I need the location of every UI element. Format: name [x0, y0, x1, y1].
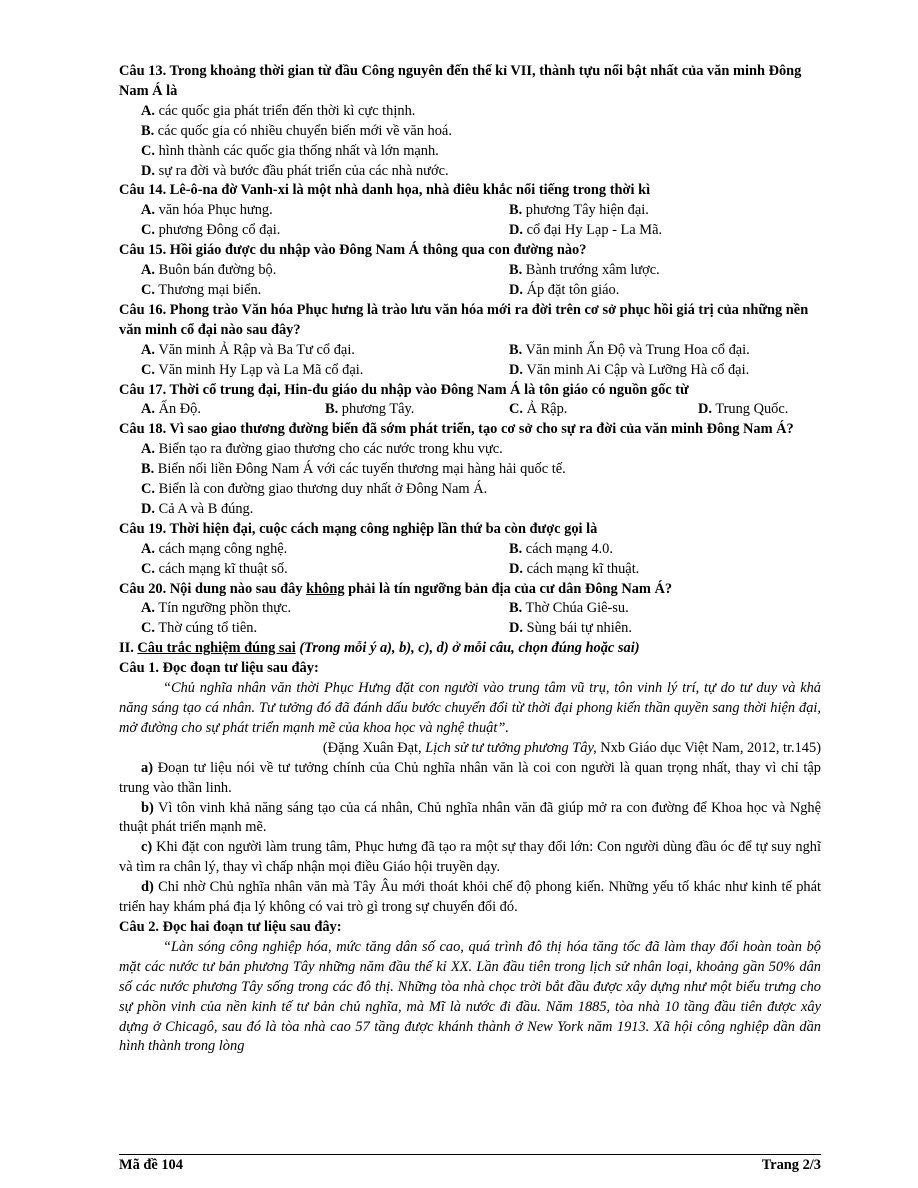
option-label: C. [141, 222, 155, 239]
question-14-title: Câu 14. Lê-ô-na đờ Vanh-xi là một nhà danh họa, nhà điêu khắc nổi tiếng trong thời kì [119, 182, 651, 199]
question-18-title: Câu 18. Vì sao giao thương đường biển đã sớm phát triển, tạo cơ sở cho sự ra đời của văn minh Đông Nam Á? [119, 421, 794, 438]
q15-option-c [119, 281, 486, 301]
q16-options-row-1 [119, 341, 821, 361]
option-text: sự ra đời và bước đầu phát triển của các nhà nước. [155, 162, 449, 179]
option-text: Áp đặt tôn giáo. [523, 281, 620, 298]
page-number: Trang 2/3 [761, 1157, 821, 1173]
option-label: D. [698, 401, 712, 418]
option-label: C. [141, 620, 155, 637]
q17-option-c [509, 400, 698, 420]
q20-title-pre: Câu 20. Nội dung nào sau đây [119, 580, 307, 597]
question-16-title: Câu 16. Phong trào Văn hóa Phục hưng là trào lưu văn hóa mới ra đời trên cơ sở phục hồi giá trị của những nền văn minh cổ đại nào sau đây? [119, 301, 809, 338]
s2q1-statement-d [119, 878, 821, 918]
option-text: Thương mại biển. [155, 281, 262, 298]
option-label: A. [141, 401, 155, 418]
q19-options-row-1 [119, 540, 821, 560]
option-text: Biển là con đường giao thương duy nhất ở Đông Nam Á. [155, 481, 488, 498]
s2-question-2-title: Câu 2. Đọc hai đoạn tư liệu sau đây: [119, 918, 342, 935]
q18-option-b [119, 460, 821, 480]
option-text: cách mạng 4.0. [522, 540, 613, 557]
option-text: Sùng bái tự nhiên. [523, 620, 632, 637]
s2q2-quote: “Làn sóng công nghiệp hóa, mức tăng dân số cao, quá trình đô thị hóa tăng tốc đã làm thay đổi hoàn toàn bộ mặt các nước tư bản phương Tây những năm đầu thế kỉ XX. Lần đầu tiên trong lịch sử nhân loại, khoảng gần 50% dân số các nước phương Tây sống trong các đô thị. Những tòa nhà chọc trời bắt đầu được xây dựng như một biểu trưng cho sự phồn vinh của nền kinh tế tư bản chủ nghĩa, mà Mĩ là nước đi đầu. Năm 1885, tòa nhà 10 tầng đầu tiên được xây dựng ở Chicagô, sau đó là tòa nhà cao 57 tầng được khánh thành ở New York năm 1913. Xã hội công nghiệp dần dần hình thành trong lòng [119, 938, 821, 1055]
statement-text: Khi đặt con người làm trung tâm, Phục hưng đã tạo ra một sự thay đổi lớn: Con người dùng đầu óc để tự suy nghĩ và tìm ra chân lý, thay vì chấp nhận mọi điều Giáo hội truyền dạy. [119, 839, 821, 876]
option-label: D. [141, 500, 155, 517]
q20-option-c [119, 619, 486, 639]
question-17-title: Câu 17. Thời cổ trung đại, Hin-đu giáo du nhập vào Đông Nam Á là tôn giáo có nguồn gốc từ [119, 381, 689, 398]
option-label: D. [509, 560, 523, 577]
option-text: Văn minh Ả Rập và Ba Tư cổ đại. [155, 341, 355, 358]
option-label: C. [141, 560, 155, 577]
option-text: phương Đông cổ đại. [155, 222, 281, 239]
option-text: Trung Quốc. [712, 401, 789, 418]
footer-rule [119, 1154, 821, 1155]
q15-options-row-1 [119, 261, 821, 281]
section-2-title: Câu trắc nghiệm đúng sai [137, 640, 296, 657]
option-label: A. [141, 540, 155, 557]
q13-option-c [119, 142, 821, 162]
exam-code: Mã đề 104 [119, 1157, 183, 1173]
s2q1-statement-b [119, 799, 821, 839]
q16-option-d [486, 361, 821, 381]
option-text: cách mạng kĩ thuật. [523, 560, 640, 577]
option-label: D. [509, 222, 523, 239]
option-label: B. [509, 600, 523, 617]
option-label: B. [325, 401, 339, 418]
q19-options-row-2 [119, 560, 821, 580]
s2q1-quote: “Chủ nghĩa nhân văn thời Phục Hưng đặt con người vào trung tâm vũ trụ, tôn vinh lý trí, tự do tư duy và khả năng sáng tạo cá nhân. Tư tưởng đó đã đánh dấu bước chuyển đổi từ thời đại phong kiến thần quyền sang thời hiện đại, mở đường cho sự phát triển mạnh mẽ của khoa học và nghệ thuật”. [119, 680, 821, 736]
q16-option-b [486, 341, 821, 361]
q14-options-row-1 [119, 201, 821, 221]
statement-label: d) [141, 879, 154, 896]
source-post: Nxb Giáo dục Việt Nam, 2012, tr.145) [596, 739, 821, 756]
option-label: B. [509, 202, 523, 219]
option-label: A. [141, 600, 155, 617]
option-text: hình thành các quốc gia thống nhất và lớn mạnh. [155, 142, 439, 159]
q16-option-c [119, 361, 486, 381]
option-text: Buôn bán đường bộ. [155, 262, 277, 279]
q19-option-d [486, 560, 821, 580]
option-text: Văn minh Ai Cập và Lưỡng Hà cổ đại. [523, 361, 750, 378]
q17-options-row [119, 400, 821, 420]
s2-question-1-title: Câu 1. Đọc đoạn tư liệu sau đây: [119, 660, 319, 677]
q18-option-a [119, 440, 821, 460]
q19-option-c [119, 560, 486, 580]
q18-option-c [119, 480, 821, 500]
option-label: B. [509, 540, 523, 557]
s2q1-statement-a [119, 759, 821, 799]
q20-options-row-1 [119, 599, 821, 619]
option-text: các quốc gia phát triển đến thời kì cực thịnh. [155, 102, 416, 119]
q20-option-b [486, 599, 821, 619]
option-text: Ả Rập. [523, 401, 568, 418]
section-2-note: (Trong mỗi ý a), b), c), d) ở mỗi câu, chọn đúng hoặc sai) [295, 640, 640, 657]
q20-title-emphasis: không [306, 580, 345, 597]
option-text: Văn minh Ấn Độ và Trung Hoa cổ đại. [522, 341, 750, 358]
option-label: A. [141, 341, 155, 358]
option-text: văn hóa Phục hưng. [155, 202, 273, 219]
q20-option-d [486, 619, 821, 639]
q17-option-b [325, 400, 509, 420]
option-label: A. [141, 102, 155, 119]
option-text: Bành trướng xâm lược. [522, 262, 660, 279]
option-label: C. [141, 361, 155, 378]
option-text: các quốc gia có nhiều chuyển biến mới về văn hoá. [154, 122, 452, 139]
statement-label: b) [141, 799, 154, 816]
section-2-prefix: II. [119, 640, 138, 657]
option-text: cách mạng công nghệ. [155, 540, 288, 557]
option-label: C. [509, 401, 523, 418]
option-label: A. [141, 441, 155, 458]
q20-options-row-2 [119, 619, 821, 639]
q19-option-a [119, 540, 486, 560]
q15-options-row-2 [119, 281, 821, 301]
q19-option-b [486, 540, 821, 560]
s2q1-statement-c [119, 838, 821, 878]
option-label: C. [141, 481, 155, 498]
page-footer [119, 1157, 821, 1174]
q20-option-a [119, 599, 486, 619]
option-text: Thờ cúng tổ tiên. [155, 620, 258, 637]
q14-option-d [486, 221, 821, 241]
option-text: Ấn Độ. [155, 401, 201, 418]
option-text: phương Tây hiện đại. [522, 202, 649, 219]
q16-options-row-2 [119, 361, 821, 381]
option-label: D. [509, 620, 523, 637]
q15-option-d [486, 281, 821, 301]
statement-text: Vì tôn vinh khả năng sáng tạo của cá nhân, Chủ nghĩa nhân văn đã giúp mở ra con đường để Khoa học và Nghệ thuật phát triển mạnh mẽ. [119, 799, 821, 836]
option-text: phương Tây. [338, 401, 415, 418]
q17-option-d [698, 400, 821, 420]
q13-option-a [119, 102, 821, 122]
question-13-title: Câu 13. Trong khoảng thời gian từ đầu Công nguyên đến thế kỉ VII, thành tựu nổi bật nhất của văn minh Đông Nam Á là [119, 63, 802, 99]
q13-option-d [119, 162, 821, 182]
option-label: B. [141, 122, 155, 139]
statement-label: a) [141, 759, 153, 776]
option-label: C. [141, 281, 155, 298]
q16-option-a [119, 341, 486, 361]
question-15-title: Câu 15. Hồi giáo được du nhập vào Đông Nam Á thông qua con đường nào? [119, 242, 587, 259]
option-text: Tín ngưỡng phồn thực. [155, 600, 292, 617]
option-label: A. [141, 262, 155, 279]
option-label: D. [141, 162, 155, 179]
question-20-title [119, 580, 821, 600]
source-pre: (Đặng Xuân Đạt, [322, 739, 426, 756]
q13-option-b [119, 122, 821, 142]
option-label: D. [509, 281, 523, 298]
option-label: B. [509, 341, 523, 358]
option-text: Văn minh Hy Lạp và La Mã cổ đại. [155, 361, 364, 378]
exam-page [119, 62, 821, 1057]
q17-option-a [141, 400, 325, 420]
section-2-heading [119, 639, 821, 659]
q14-option-c [119, 221, 486, 241]
option-label: C. [141, 142, 155, 159]
q20-title-post: phải là tín ngưỡng bản địa của cư dân Đông Nam Á? [344, 580, 673, 597]
q14-option-a [119, 201, 486, 221]
option-label: A. [141, 202, 155, 219]
option-label: D. [509, 361, 523, 378]
q15-option-b [486, 261, 821, 281]
source-book-title: Lịch sử tư tưởng phương Tây, [425, 739, 597, 756]
s2q1-source [119, 739, 821, 759]
question-19-title: Câu 19. Thời hiện đại, cuộc cách mạng công nghiệp lần thứ ba còn được gọi là [119, 520, 598, 537]
option-text: cách mạng kĩ thuật số. [155, 560, 288, 577]
option-text: Biển nối liền Đông Nam Á với các tuyến thương mại hàng hải quốc tế. [154, 461, 566, 478]
option-text: Cả A và B đúng. [155, 500, 254, 517]
option-label: B. [509, 262, 523, 279]
q14-option-b [486, 201, 821, 221]
statement-text: Đoạn tư liệu nói về tư tưởng chính của Chủ nghĩa nhân văn là coi con người là quan trọng nhất, thay vì chỉ tập trung vào thần linh. [119, 759, 821, 796]
option-text: cổ đại Hy Lạp - La Mã. [523, 222, 663, 239]
option-text: Biển tạo ra đường giao thương cho các nước trong khu vực. [155, 441, 503, 458]
option-text: Thờ Chúa Giê-su. [522, 600, 629, 617]
statement-text: Chỉ nhờ Chủ nghĩa nhân văn mà Tây Âu mới thoát khỏi chế độ phong kiến. Những yếu tố khác như kinh tế phát triển hay khám phá địa lý không có vai trò gì trong sự chuyển đổi đó. [119, 879, 821, 916]
q18-option-d [119, 500, 821, 520]
option-label: B. [141, 461, 155, 478]
statement-label: c) [141, 839, 153, 856]
q14-options-row-2 [119, 221, 821, 241]
q15-option-a [119, 261, 486, 281]
